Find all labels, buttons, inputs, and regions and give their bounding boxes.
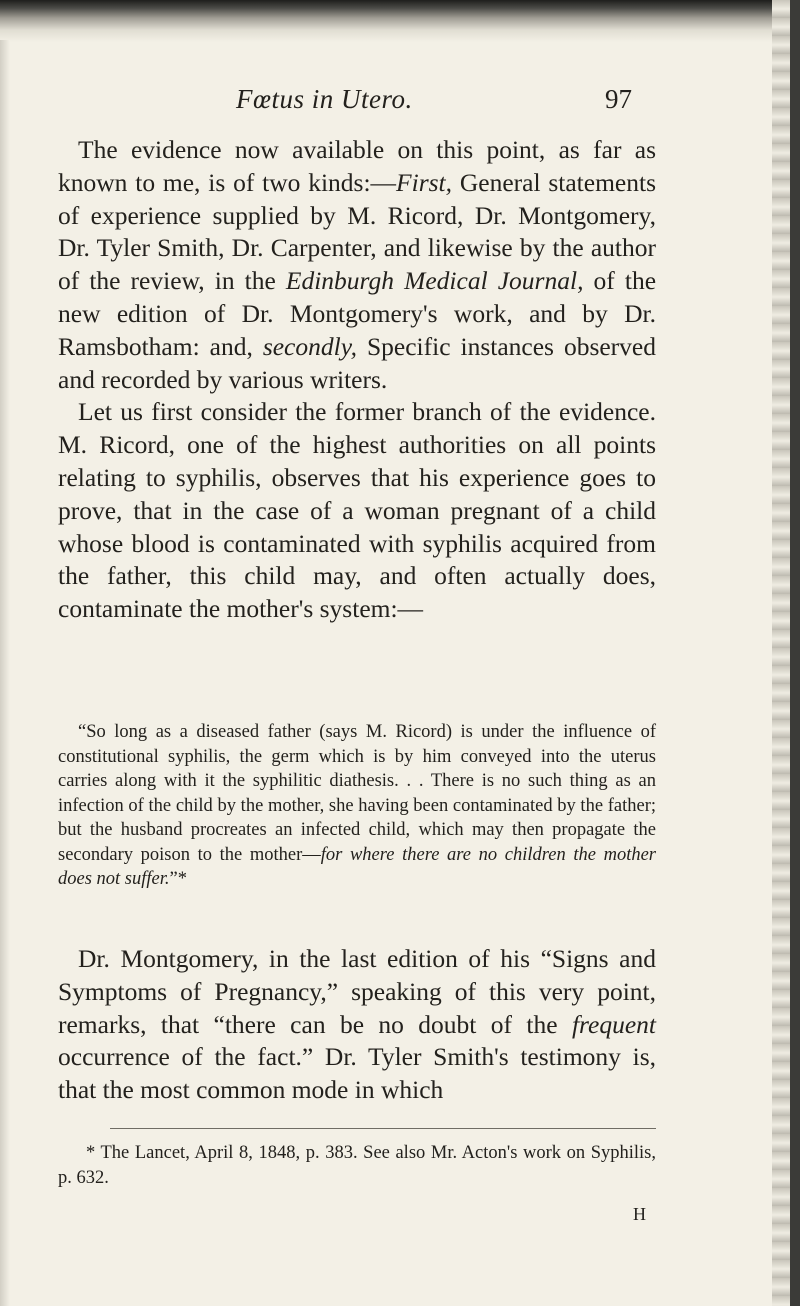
main-text-continued xyxy=(58,943,656,1107)
text-run: Specific instances observed and recorded by various writers. xyxy=(58,331,656,394)
page-gutter-edge xyxy=(0,40,10,1306)
footnote-marker: ”* xyxy=(169,869,187,889)
main-text xyxy=(58,134,656,626)
footnote-rule xyxy=(110,1128,656,1129)
scan-top-shadow xyxy=(0,0,790,42)
paragraph xyxy=(58,134,656,396)
emphasis-first: First, xyxy=(396,167,453,197)
quote-paragraph xyxy=(58,720,656,892)
quote-emphasis: for where there are no children the mother does not suffer. xyxy=(58,844,656,889)
text-run: “So long as a diseased father (says M. Ricord) is under the influence of constitutional syphilis, the germ which is by him conveyed into the uterus carries along with it the syphilitic diathesis. . . There is no such thing as an infection of the child by the mother, she having been contaminated by the father; but the husband procreates an infected child, which may then propagate the secondary poison to the mother— xyxy=(58,722,656,865)
footnote-text: * The Lancet, April 8, 1848, p. 383. See also Mr. Acton's work on Syphilis, p. 632. xyxy=(58,1143,656,1188)
block-quote xyxy=(58,720,656,892)
page-stack-edge xyxy=(772,0,790,1306)
text-run: occurrence of the fact.” Dr. Tyler Smith's testimony is, that the most common mode in which xyxy=(58,1042,656,1105)
page-number: 97 xyxy=(605,84,632,114)
text-run: Dr. Montgomery, in the last edition of his “Signs and Symptoms of Pregnancy,” speaking of this very point, remarks, that “there can be no doubt of the xyxy=(58,944,656,1039)
text-run: General statements of experience supplied by M. Ricord, Dr. Montgomery, Dr. Tyler Smith, Dr. Carpenter, and likewise by the author of the review, in the xyxy=(58,167,656,296)
emphasis-frequent: frequent xyxy=(571,1009,656,1039)
text-run: of the new edition of Dr. Montgomery's work, and by Dr. Ramsbotham: and, xyxy=(58,266,657,361)
signature-mark: H xyxy=(633,1204,646,1224)
paragraph xyxy=(58,943,656,1107)
journal-title: Edinburgh Medical Journal, xyxy=(285,266,584,296)
footnote xyxy=(58,1141,656,1190)
paragraph: Let us first consider the former branch of the evidence. M. Ricord, one of the highest authorities on all points relating to syphilis, observes that his experience goes to prove, that in the case of a woman pregnant of a child whose blood is contaminated with syphilis acquired from the father, this child may, and often actually does, contaminate the mother's system:— xyxy=(58,397,656,624)
running-title: Fœtus in Utero. xyxy=(236,84,413,114)
text-run: The evidence now available on this point, as far as known to me, is of two kinds:— xyxy=(58,135,656,197)
emphasis-secondly: secondly, xyxy=(262,331,357,361)
page-header xyxy=(0,82,790,122)
